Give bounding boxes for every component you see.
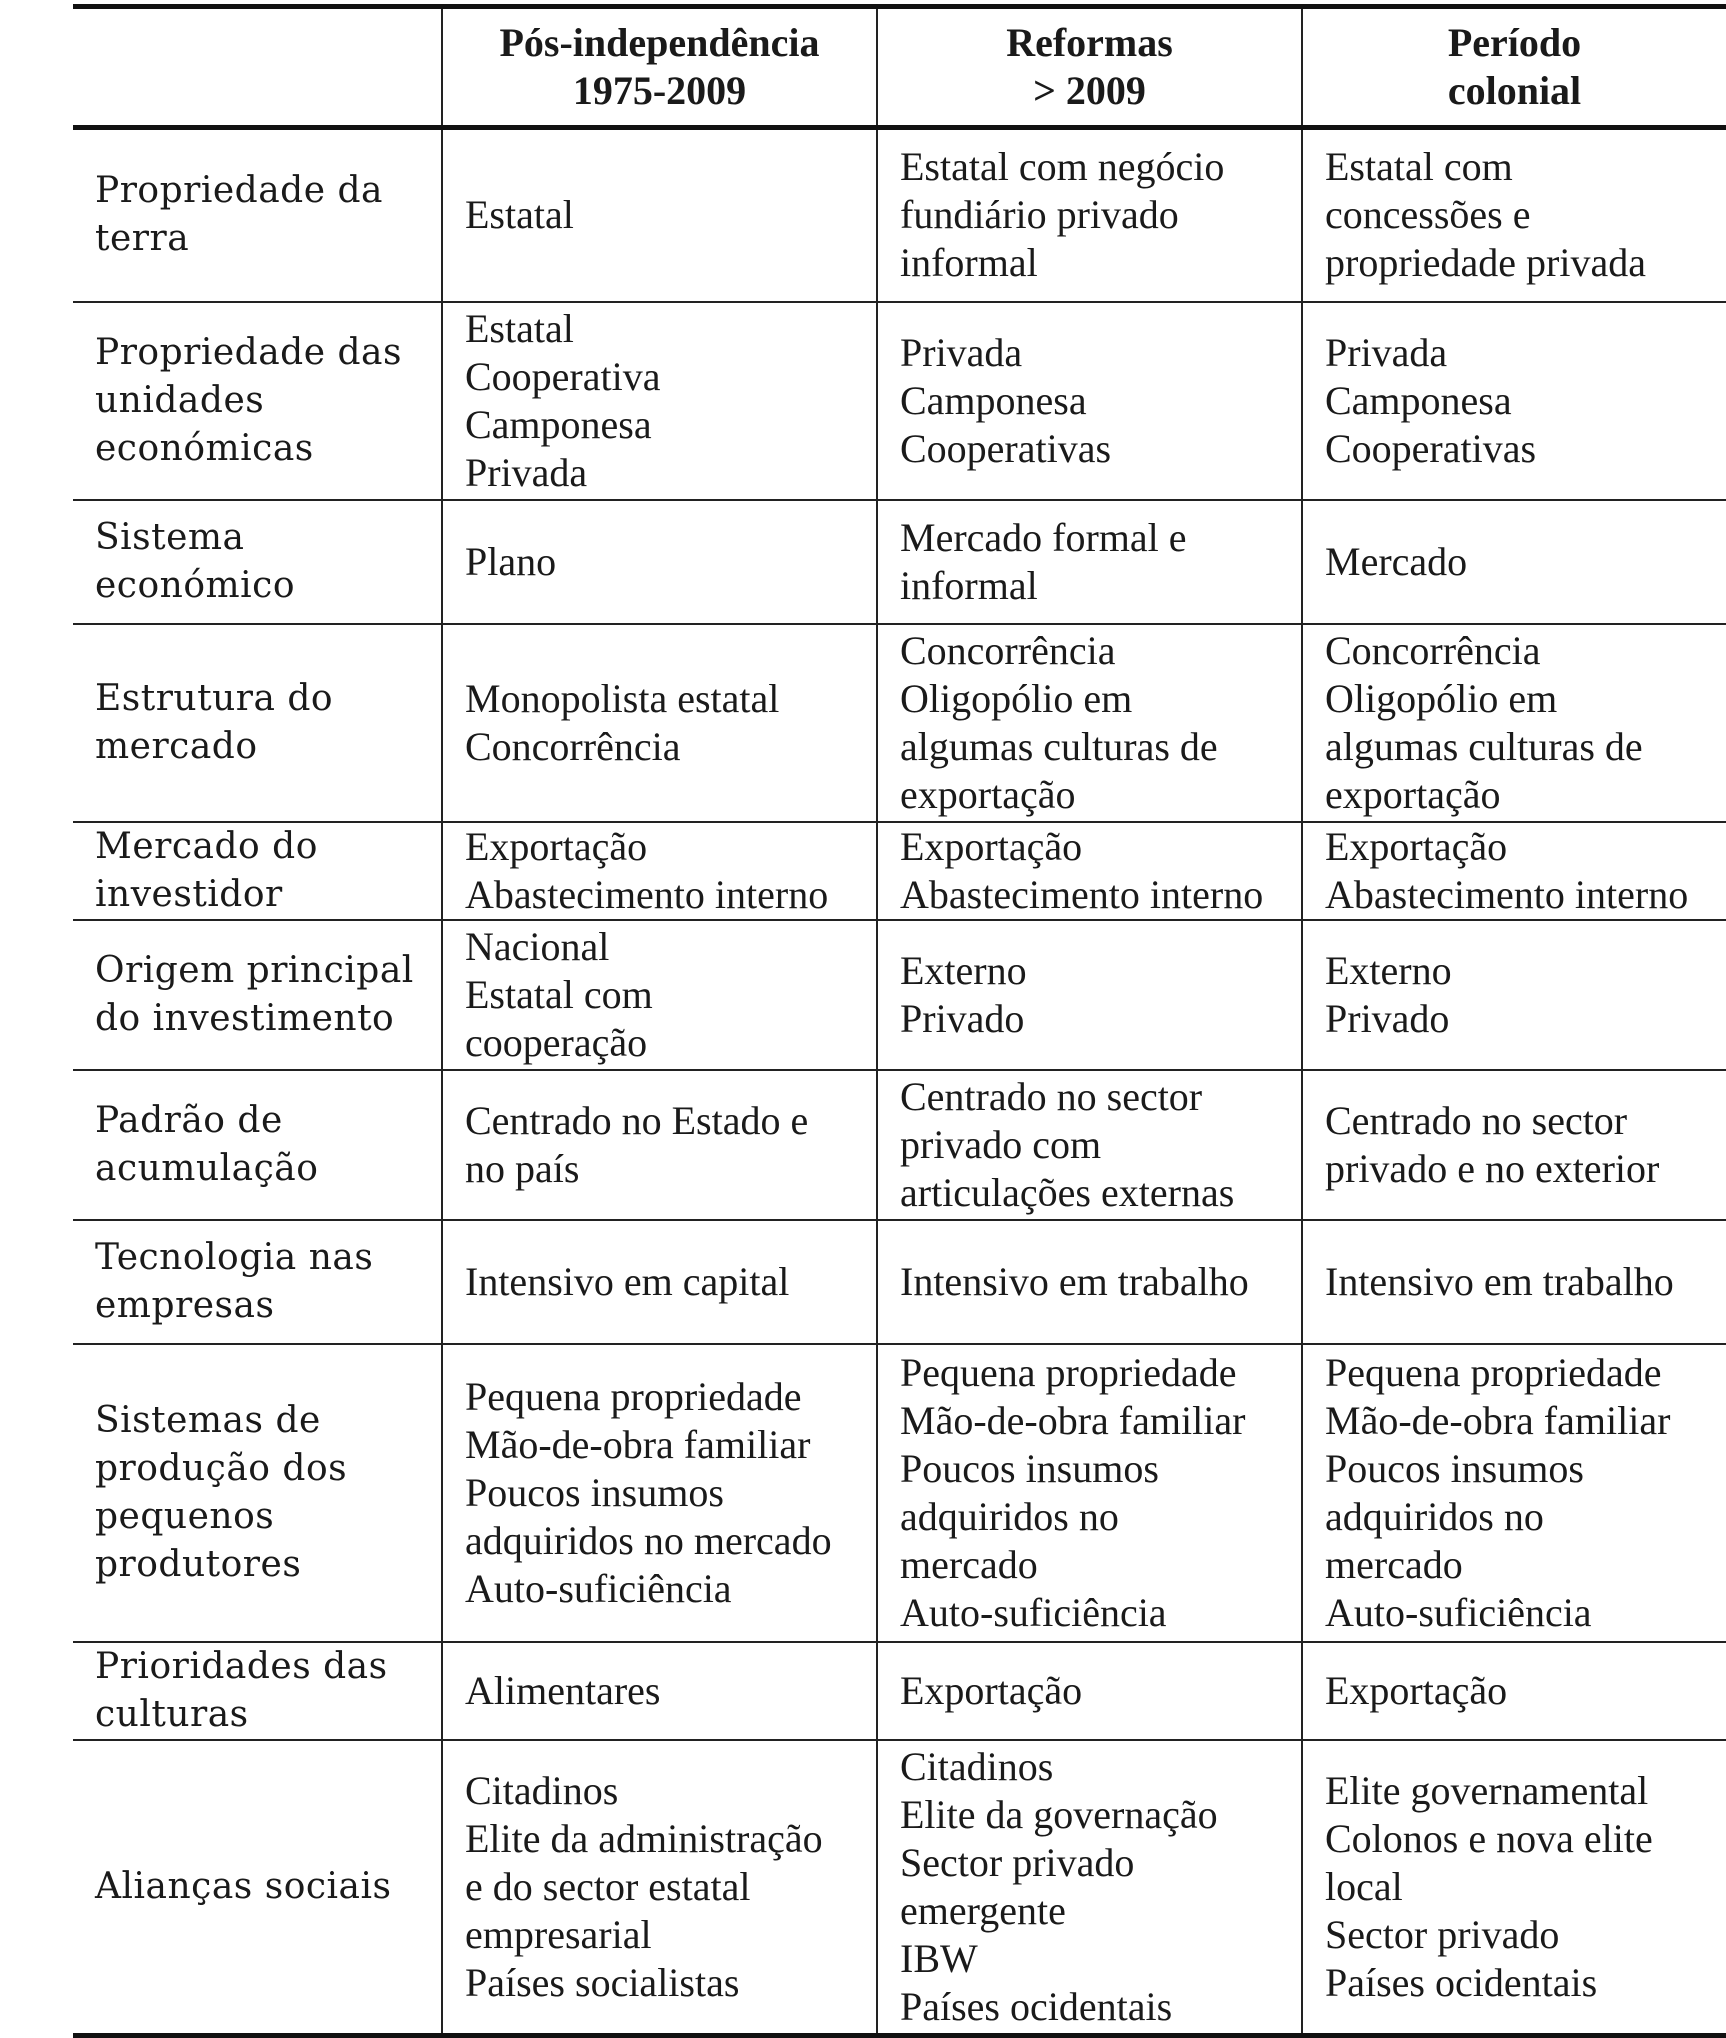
cell-line: produção dos [95,1447,348,1489]
periodo-colonial-cell [1302,128,1726,302]
row-label-cell [73,500,442,624]
cell-line: investidor [95,873,283,915]
cell-line: adquiridos no mercado [465,1517,832,1563]
cell-line: Sector privado [900,1839,1135,1885]
cell-line: concessões e [1325,192,1531,238]
cell-line: Centrado no sector [900,1073,1203,1119]
cell-line: Padrão de [95,1099,283,1141]
cell-line: Mão-de-obra familiar [900,1397,1246,1443]
header-line: Pós-independência [499,20,820,65]
cell-line: Estatal [465,305,574,351]
cell-line: mercado [95,725,258,767]
row-label-cell [73,128,442,302]
cell-line: Privado [900,995,1025,1041]
cell-line: e do sector estatal [465,1863,751,1909]
table-row [73,128,1726,302]
cell-line: Pequena propriedade [465,1373,802,1419]
row-label-cell [73,1344,442,1642]
cell-line: Privada [465,449,588,495]
cell-line: Colonos e nova elite [1325,1815,1653,1861]
cell-line: empresarial [465,1911,652,1957]
cell-line: local [1325,1863,1403,1909]
cell-line: culturas [95,1693,249,1735]
cell-line: Cooperativa [465,353,661,399]
header-pos-independencia [442,7,877,128]
cell-line: Tecnologia nas [95,1236,374,1278]
table-row [73,1220,1726,1344]
cell-line: Privada [1325,329,1448,375]
cell-line: Mercado formal e [900,514,1187,560]
cell-line: articulações externas [900,1169,1235,1215]
reformas-cell [877,1070,1302,1220]
cell-line: Pequena propriedade [900,1349,1237,1395]
cell-line: Elite da administração [465,1815,823,1861]
periodo-colonial-cell [1302,1220,1726,1344]
cell-line: Cooperativas [1325,425,1537,471]
cell-line: Países ocidentais [900,1983,1173,2029]
cell-line: Camponesa [1325,377,1512,423]
periodo-colonial-cell [1302,1070,1726,1220]
cell-line: terra [95,218,190,260]
cell-line: Poucos insumos [1325,1445,1584,1491]
reformas-cell [877,1740,1302,2036]
row-label-cell [73,624,442,822]
pos-independencia-cell [442,1070,877,1220]
cell-line: do investimento [95,997,395,1039]
pos-independencia-cell [442,1344,877,1642]
cell-line: Exportação [465,823,648,869]
cell-line: emergente [900,1887,1066,1933]
reformas-cell [877,1344,1302,1642]
header-row [73,7,1726,128]
periodo-colonial-cell [1302,500,1726,624]
cell-line: Sector privado [1325,1911,1560,1957]
pos-independencia-cell [442,1220,877,1344]
cell-line: Mercado [1325,538,1468,584]
cell-line: Nacional [465,923,610,969]
cell-line: Cooperativas [900,425,1112,471]
reformas-cell [877,1220,1302,1344]
pos-independencia-cell [442,822,877,920]
table-row [73,1642,1726,1740]
reformas-cell [877,1642,1302,1740]
cell-line: Poucos insumos [900,1445,1159,1491]
cell-line: Externo [1325,947,1452,993]
reformas-cell [877,624,1302,822]
row-label-cell [73,302,442,500]
table-row [73,920,1726,1070]
pos-independencia-cell [442,302,877,500]
cell-line: Concorrência [900,627,1116,673]
table-row [73,1740,1726,2036]
cell-line: Mão-de-obra familiar [465,1421,811,1467]
table-row [73,500,1726,624]
cell-line: Abastecimento interno [465,871,829,917]
cell-line: Camponesa [900,377,1087,423]
table-row [73,302,1726,500]
cell-line: Países socialistas [465,1959,740,2005]
header-line: Período [1447,20,1582,65]
row-label-cell [73,1740,442,2036]
table-header [73,7,1726,128]
reformas-cell [877,302,1302,500]
cell-line: Estrutura do [95,677,334,719]
cell-line: Camponesa [465,401,652,447]
table-row [73,624,1726,822]
periodo-colonial-cell [1302,1344,1726,1642]
table-row [73,822,1726,920]
cell-line: Citadinos [465,1767,619,1813]
cell-line: Mercado do [95,825,318,867]
cell-line: Países ocidentais [1325,1959,1598,2005]
cell-line: Elite governamental [1325,1767,1649,1813]
cell-line: informal [900,562,1038,608]
row-label-cell [73,822,442,920]
cell-line: Intensivo em capital [465,1258,790,1304]
cell-line: Monopolista estatal [465,675,780,721]
cell-line: Abastecimento interno [1325,871,1689,917]
header-line: > 2009 [1033,68,1146,113]
cell-line: Oligopólio em [1325,675,1558,721]
cell-line: Alianças sociais [95,1865,392,1907]
cell-line: algumas culturas de [900,723,1218,769]
pos-independencia-cell [442,624,877,822]
cell-line: privado e no exterior [1325,1145,1660,1191]
cell-line: Prioridades das [95,1645,388,1687]
pos-independencia-cell [442,500,877,624]
cell-line: informal [900,240,1038,286]
row-label-cell [73,1642,442,1740]
cell-line: unidades [95,379,265,421]
cell-line: Mão-de-obra familiar [1325,1397,1671,1443]
header-line: 1975-2009 [572,68,747,113]
table-row [73,1070,1726,1220]
cell-line: produtores [95,1543,302,1585]
pos-independencia-cell [442,920,877,1070]
pos-independencia-cell [442,1740,877,2036]
periodo-colonial-cell [1302,624,1726,822]
cell-line: Auto-suficiência [900,1589,1167,1635]
cell-line: Estatal com [465,971,653,1017]
periodo-colonial-cell [1302,1740,1726,2036]
cell-line: Estatal com negócio [900,144,1225,190]
cell-line: empresas [95,1284,275,1326]
cell-line: mercado [900,1541,1038,1587]
cell-line: Exportação [900,823,1083,869]
cell-line: Privado [1325,995,1450,1041]
cell-line: adquiridos no [1325,1493,1544,1539]
reformas-cell [877,128,1302,302]
cell-line: Privada [900,329,1023,375]
cell-line: Estatal [465,192,574,238]
reformas-cell [877,822,1302,920]
cell-line: Auto-suficiência [465,1565,732,1611]
cell-line: Sistemas de [95,1399,321,1441]
cell-line: Oligopólio em [900,675,1133,721]
cell-line: económicas [95,427,314,469]
cell-line: propriedade privada [1325,240,1646,286]
cell-line: fundiário privado [900,192,1179,238]
cell-line: Sistema económico [95,516,295,606]
cell-line: Exportação [1325,823,1508,869]
cell-line: Intensivo em trabalho [1325,1258,1674,1304]
table-body [73,128,1726,2036]
cell-line: no país [465,1145,580,1191]
cell-line: Exportação [900,1667,1083,1713]
header-line: colonial [1447,68,1582,113]
cell-line: Concorrência [465,723,681,769]
cell-line: Plano [465,538,557,584]
table-row [73,1344,1726,1642]
pos-independencia-cell [442,128,877,302]
cell-line: Citadinos [900,1743,1054,1789]
periodo-colonial-cell [1302,920,1726,1070]
cell-line: exportação [900,771,1076,817]
cell-line: algumas culturas de [1325,723,1643,769]
row-label-cell [73,1070,442,1220]
cell-line: privado com [900,1121,1102,1167]
cell-line: Propriedade da [95,170,383,212]
cell-line: IBW [900,1935,978,1981]
cell-line: acumulação [95,1147,319,1189]
cell-line: mercado [1325,1541,1463,1587]
cell-line: Estatal com [1325,144,1513,190]
cell-line: Alimentares [465,1667,661,1713]
cell-line: pequenos [95,1495,275,1537]
reformas-cell [877,920,1302,1070]
header-reformas [877,7,1302,128]
cell-line: Exportação [1325,1667,1508,1713]
comparison-table [73,4,1726,2038]
row-label-cell [73,1220,442,1344]
header-periodo-colonial [1302,7,1726,128]
periodo-colonial-cell [1302,822,1726,920]
periodo-colonial-cell [1302,302,1726,500]
cell-line: Pequena propriedade [1325,1349,1662,1395]
header-blank [73,7,442,128]
cell-line: Abastecimento interno [900,871,1264,917]
cell-line: Origem principal [95,949,414,991]
cell-line: Poucos insumos [465,1469,724,1515]
row-label-cell [73,920,442,1070]
cell-line: exportação [1325,771,1501,817]
cell-line: Externo [900,947,1027,993]
cell-line: Centrado no Estado e [465,1097,809,1143]
periodo-colonial-cell [1302,1642,1726,1740]
cell-line: Elite da governação [900,1791,1218,1837]
cell-line: Centrado no sector [1325,1097,1628,1143]
pos-independencia-cell [442,1642,877,1740]
cell-line: cooperação [465,1019,648,1065]
cell-line: Propriedade das [95,331,402,373]
reformas-cell [877,500,1302,624]
cell-line: Auto-suficiência [1325,1589,1592,1635]
cell-line: adquiridos no [900,1493,1119,1539]
cell-line: Concorrência [1325,627,1541,673]
header-line: Reformas [1006,20,1173,65]
cell-line: Intensivo em trabalho [900,1258,1249,1304]
